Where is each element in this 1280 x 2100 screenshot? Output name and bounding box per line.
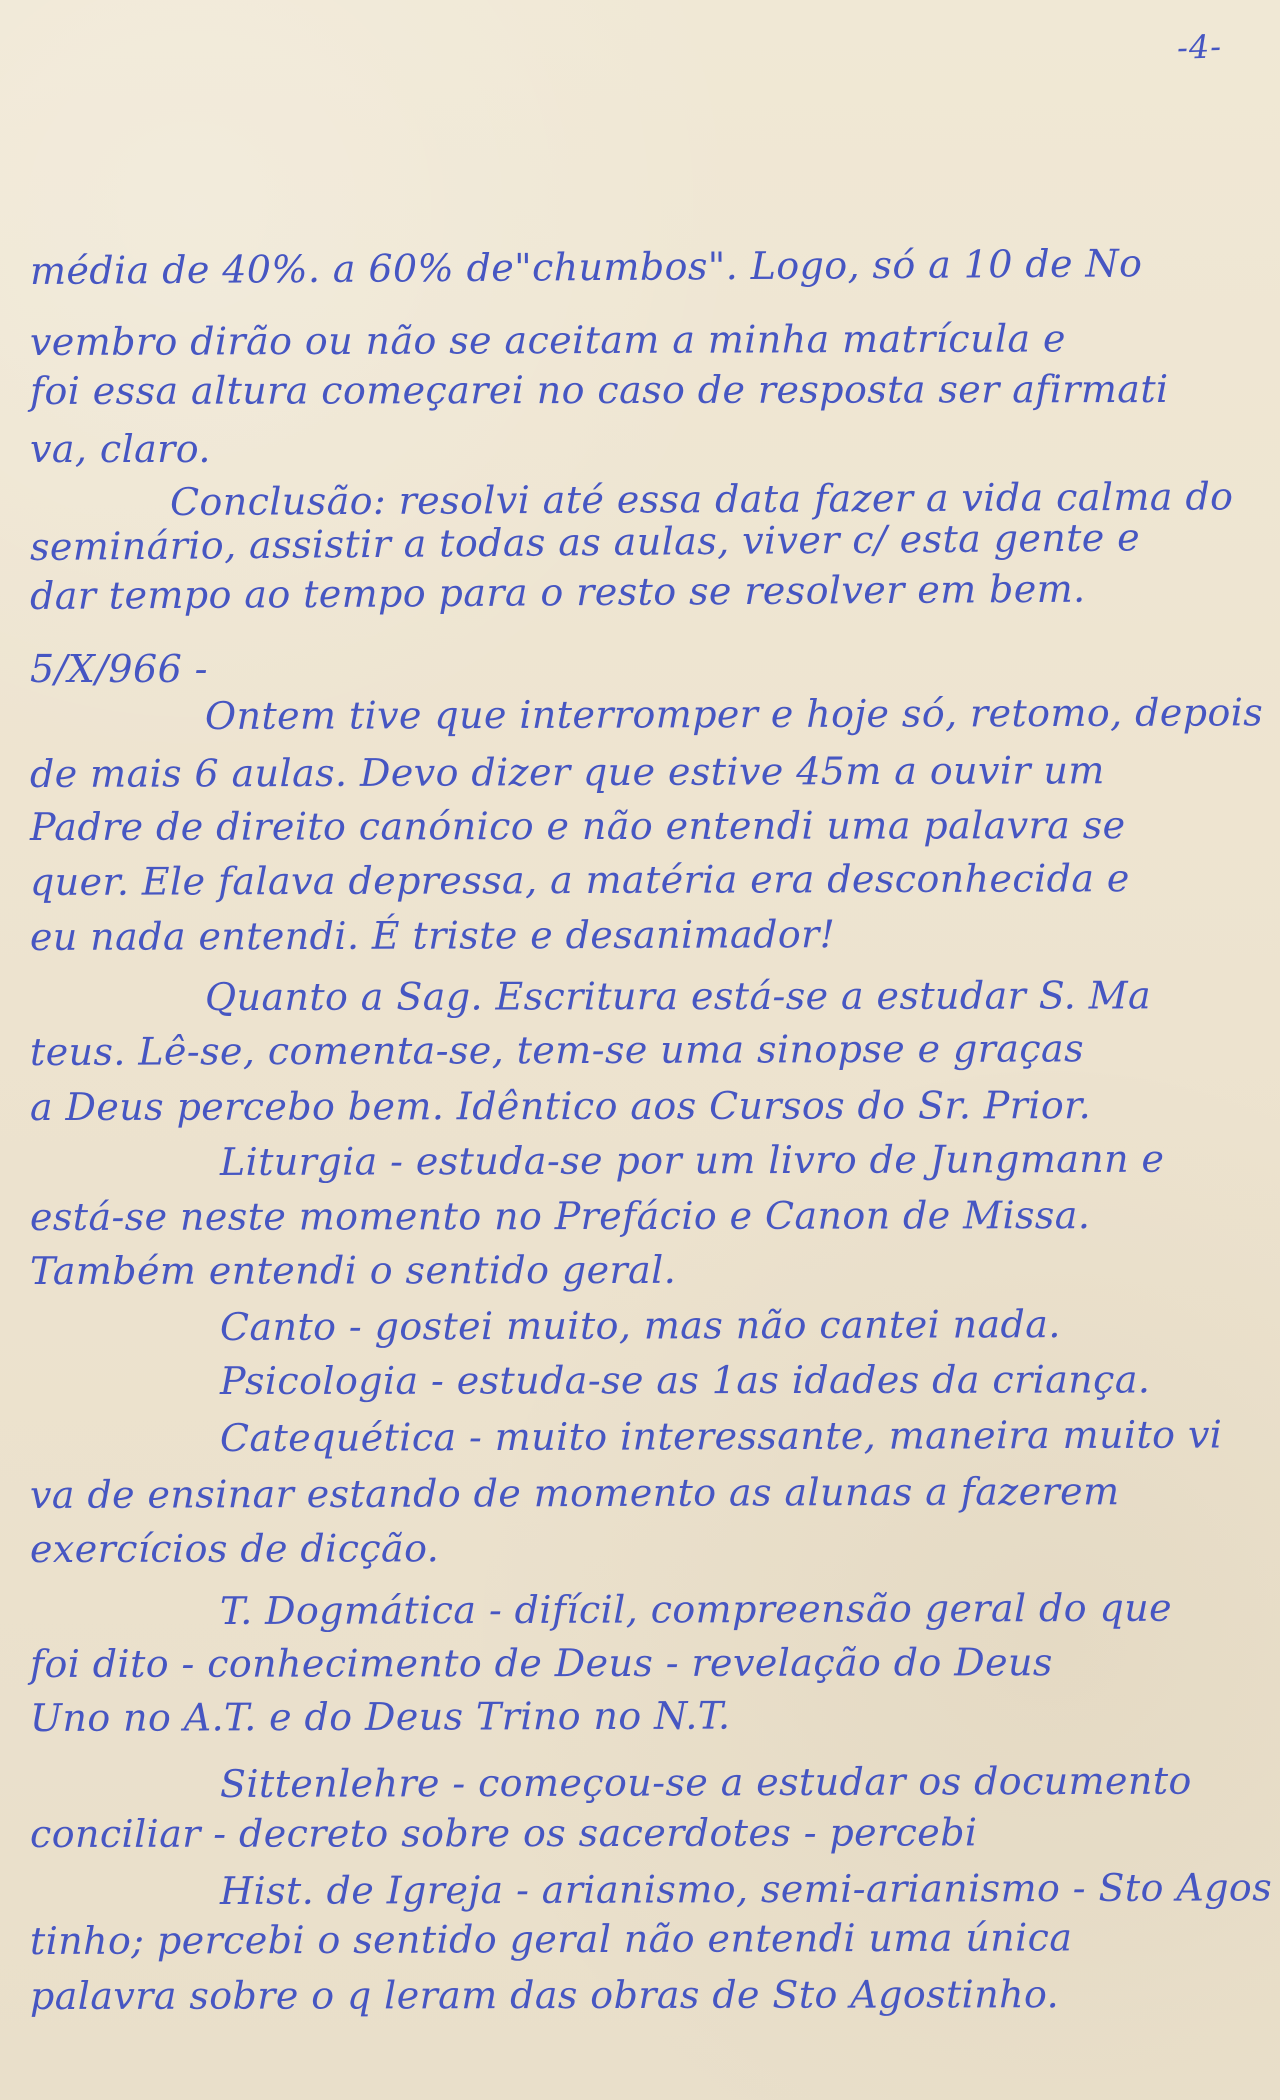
text-line: Canto - gostei muito, mas não cantei nada.	[219, 1302, 1061, 1349]
text-line: Catequética - muito interessante, maneira muito vi	[219, 1412, 1223, 1460]
text-line: Quanto a Sag. Escritura está-se a estudar S. Ma	[204, 973, 1152, 1019]
text-line: tinho; percebi o sentido geral não entendi uma única	[29, 1915, 1073, 1963]
text-line: média de 40%. a 60% de"chumbos". Logo, só a 10 de No	[29, 241, 1143, 293]
text-line: Conclusão: resolvi até essa data fazer a vida calma do	[169, 474, 1234, 524]
text-line: conciliar - decreto sobre os sacerdotes - percebi	[29, 1810, 978, 1856]
text-line: foi dito - conhecimento de Deus - revelação do Deus	[29, 1640, 1053, 1686]
text-line: Também entendi o sentido geral.	[29, 1247, 677, 1293]
text-line: Uno no A.T. e do Deus Trino no N.T.	[29, 1693, 731, 1740]
text-line: palavra sobre o q leram das obras de Sto Agostinho.	[29, 1972, 1060, 2018]
page-number: -4-	[1176, 27, 1223, 67]
text-line: Psicologia - estuda-se as 1as idades da criança.	[219, 1357, 1151, 1403]
text-line: eu nada entendi. É triste e desanimador!	[29, 912, 836, 959]
text-line: seminário, assistir a todas as aulas, viver c/ esta gente e	[29, 515, 1141, 569]
text-line: va, claro.	[30, 427, 211, 471]
text-line: T. Dogmática - difícil, compreensão geral do que	[219, 1585, 1173, 1633]
text-line: Hist. de Igreja - arianismo, semi-arianismo - Sto Agos	[219, 1865, 1273, 1913]
date-line: 5/X/966 -	[30, 647, 208, 691]
text-line: Padre de direito canónico e não entendi uma palavra se	[29, 803, 1126, 849]
text-line: teus. Lê-se, comenta-se, tem-se uma sinopse e graças	[29, 1026, 1085, 1074]
text-line: vembro dirão ou não se aceitam a minha matrícula e	[29, 316, 1066, 364]
text-line: Liturgia - estuda-se por um livro de Jungmann e	[219, 1136, 1165, 1184]
text-line: de mais 6 aulas. Devo dizer que estive 45m a ouvir um	[29, 748, 1105, 796]
text-line: está-se neste momento no Prefácio e Canon de Missa.	[29, 1193, 1091, 1239]
text-line: va de ensinar estando de momento as alunas a fazerem	[29, 1469, 1120, 1517]
text-line: foi essa altura começarei no caso de resposta ser afirmati	[29, 367, 1169, 413]
text-line: dar tempo ao tempo para o resto se resolver em bem.	[29, 566, 1086, 618]
text-line: exercícios de dicção.	[29, 1526, 440, 1571]
text-line: Ontem tive que interromper e hoje só, retomo, depois	[204, 690, 1264, 738]
text-line: quer. Ele falava depressa, a matéria era desconhecida e	[29, 856, 1130, 904]
text-line: Sittenlehre - começou-se a estudar os documento	[219, 1758, 1192, 1806]
text-line: a Deus percebo bem. Idêntico aos Cursos do Sr. Prior.	[29, 1083, 1092, 1129]
